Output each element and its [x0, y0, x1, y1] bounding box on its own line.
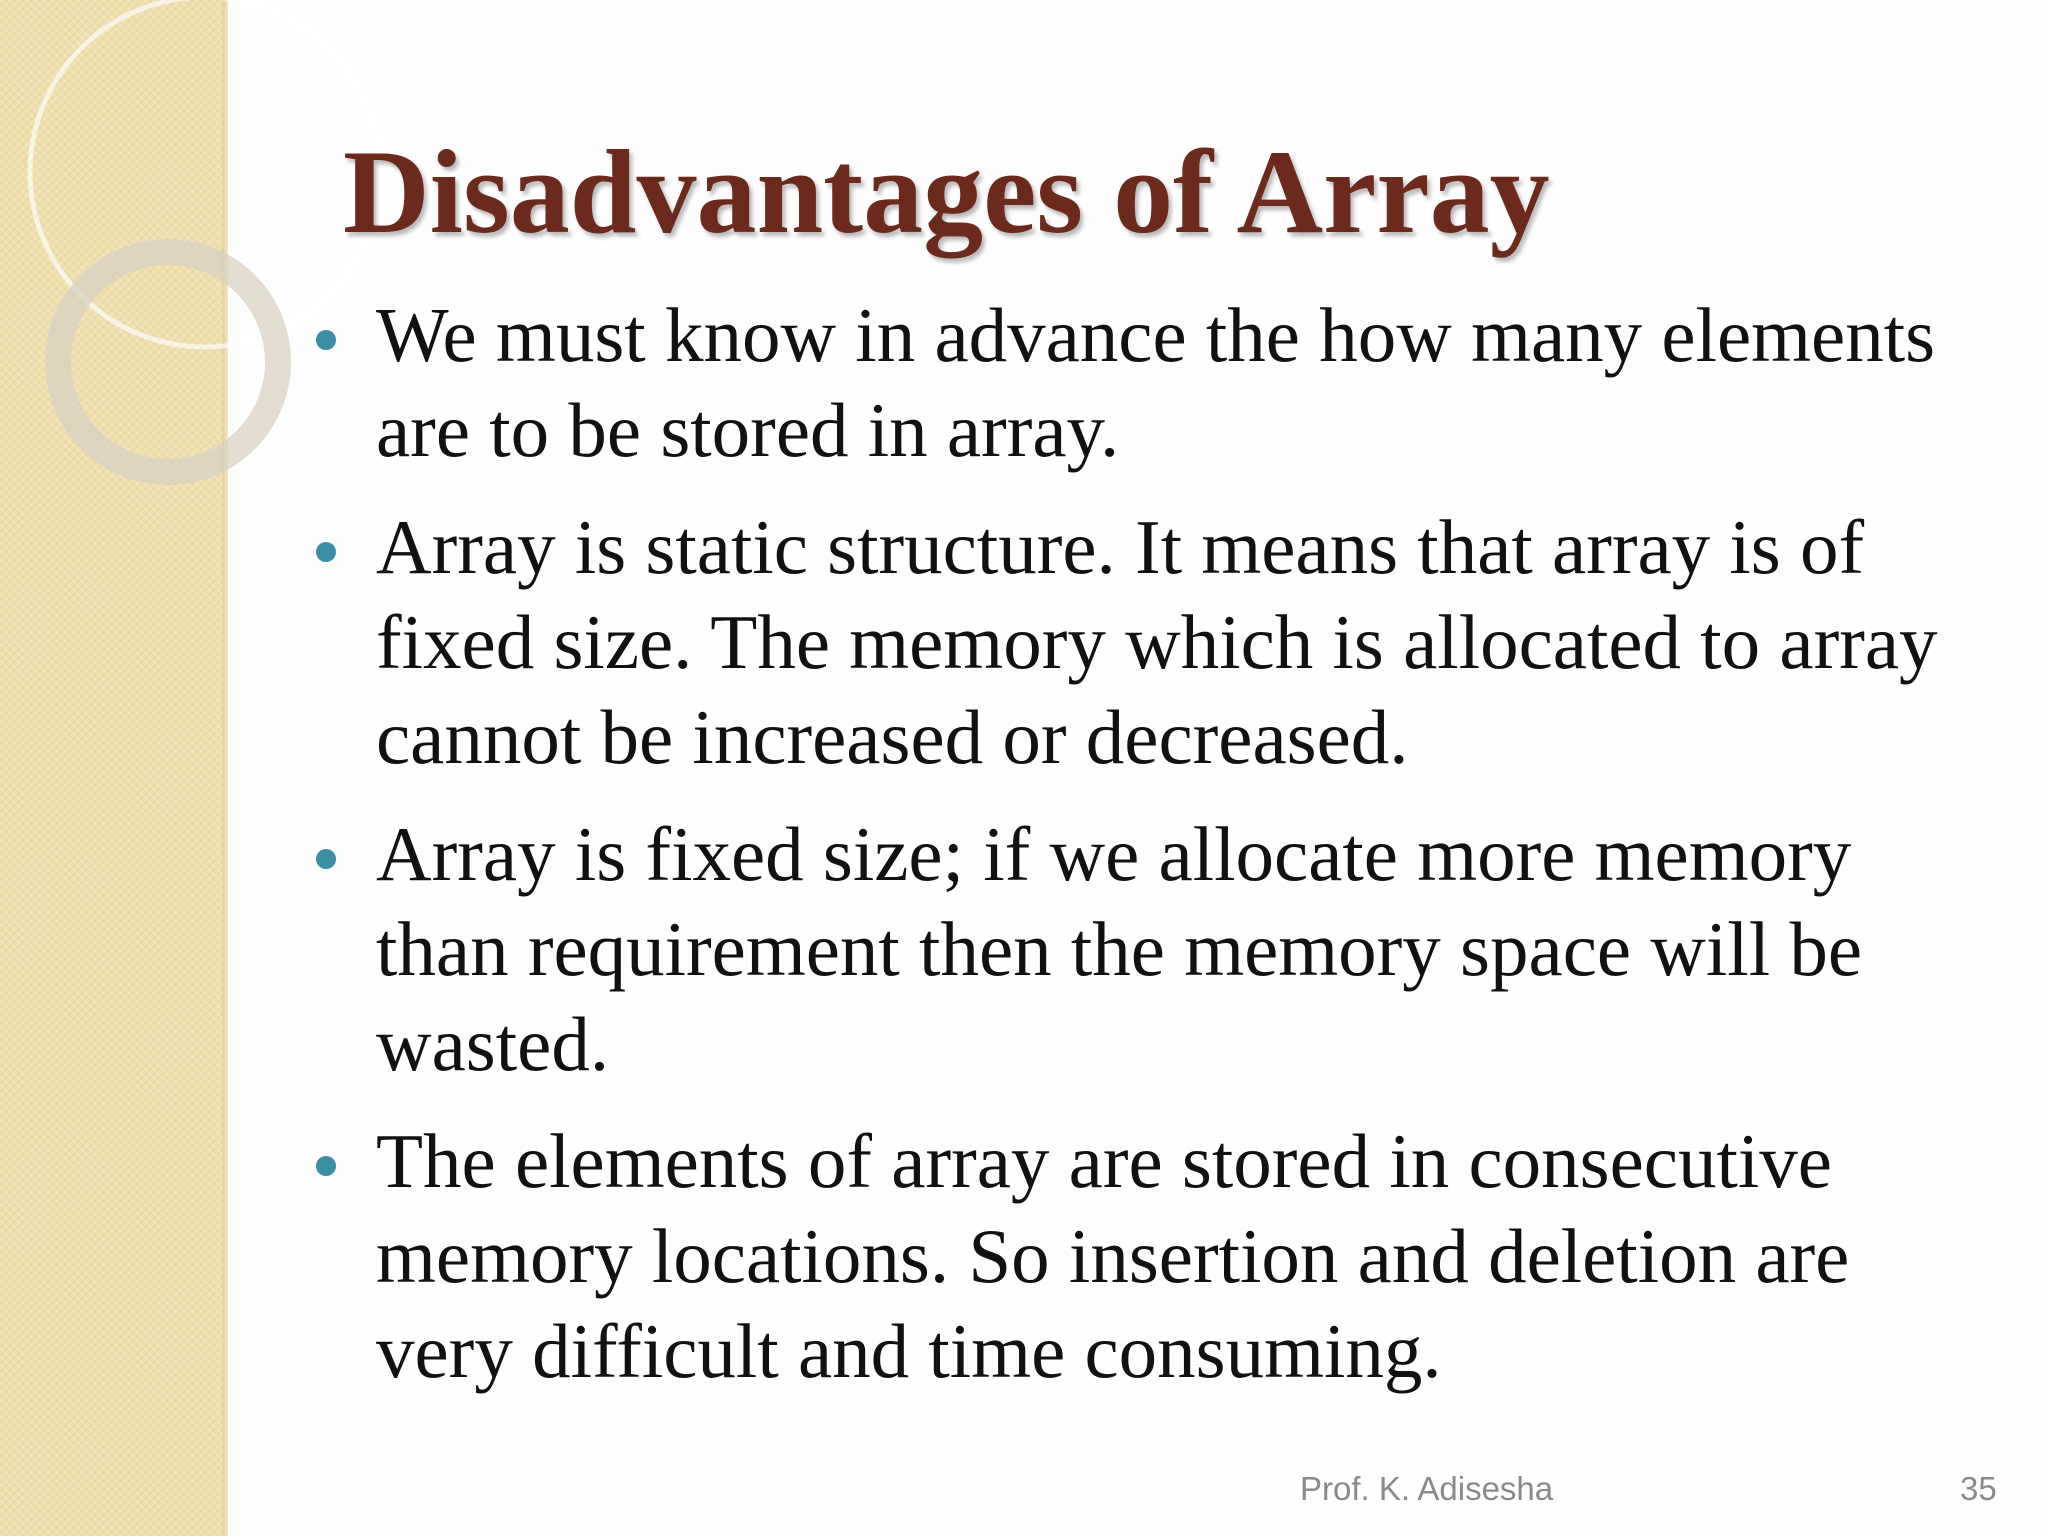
bullet-item: [316, 288, 1976, 478]
bullet-item: [316, 500, 1976, 785]
bullet-dot-icon: [316, 542, 336, 562]
footer-author: Prof. K. Adisesha: [1300, 1470, 1554, 1507]
decorative-ring-small: [58, 252, 278, 472]
bullet-text: Array is static structure. It means that array is of fixed size. The memory which is allocated to array cannot be increased or decreased.: [376, 504, 1938, 780]
bullet-text: The elements of array are stored in consecutive memory locations. So insertion and deletion are very difficult and time consuming.: [376, 1118, 1850, 1394]
bullet-dot-icon: [316, 849, 336, 869]
bullet-text: We must know in advance the how many elements are to be stored in array.: [376, 292, 1936, 473]
bullet-dot-icon: [316, 1156, 336, 1176]
bullet-list: [316, 288, 1976, 1421]
slide-number: 35: [1960, 1470, 1997, 1507]
bullet-item: [316, 807, 1976, 1092]
bullet-dot-icon: [316, 330, 336, 350]
bullet-text: Array is fixed size; if we allocate more memory than requirement then the memory space will be wasted.: [376, 811, 1863, 1087]
slide-title: Disadvantages of Array: [343, 125, 1550, 258]
bullet-item: [316, 1114, 1976, 1399]
